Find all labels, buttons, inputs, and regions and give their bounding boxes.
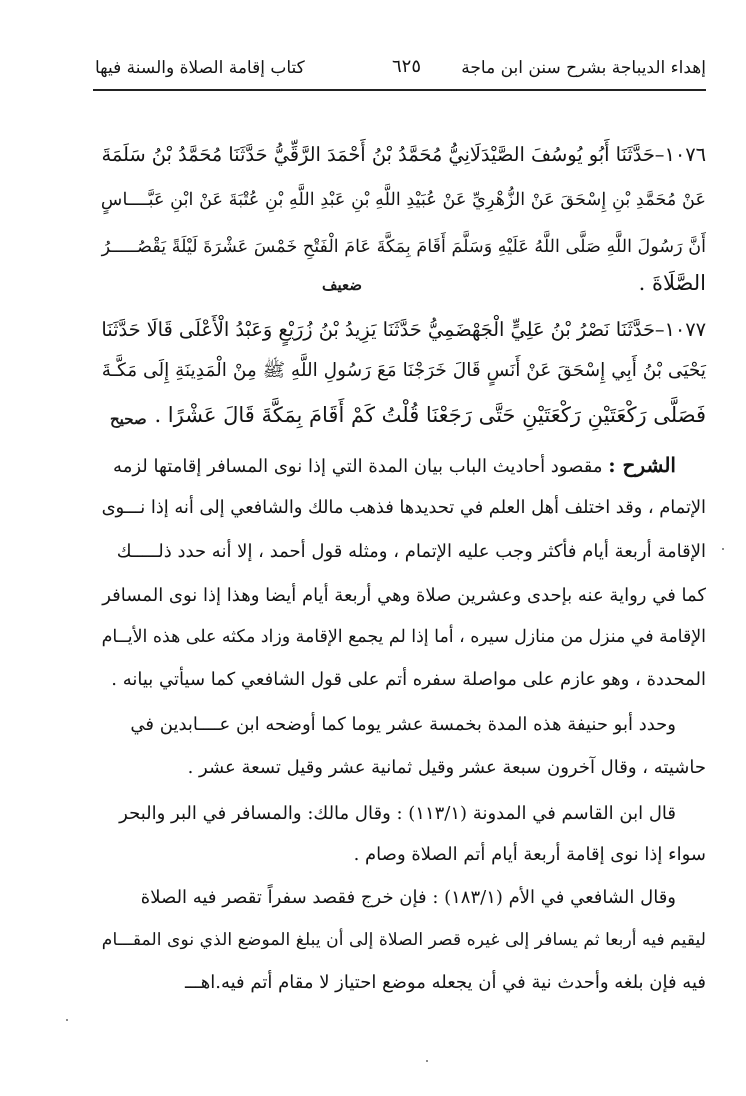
commentary-line-8: حاشيته ، وقال آخرون سبعة عشر وقيل ثمانية عشر وقيل تسعة عشر . [187,757,706,778]
scan-speck [722,548,724,550]
commentary-line-11: وقال الشافعي في الأم (١٨٣/١) : فإن خرج فقصد سفراً تقصر فيه الصلاة [140,887,676,908]
hadith-1076-line-1: ١٠٧٦–حَدَّثَنَا أَبُو يُوسُفَ الصَّيْدَلَانِيُّ مُحَمَّدُ بْنُ أَحْمَدَ الرَّقِّيُّ حَدَّثَنَا مُحَمَّدُ بْنُ سَلَمَةَ [101,143,706,166]
commentary-line-7: وحدد أبو حنيفة هذه المدة بخمسة عشر يوما كما أوضحه ابن عــــابدين في [130,714,676,735]
header-divider [93,89,706,91]
hadith-1077-grade: صحيح [110,410,147,428]
hadith-1076-grade: ضعيف [322,276,363,294]
hadith-1077-line-3: فَصَلَّى رَكْعَتَيْنِ رَكْعَتَيْنِ حَتَّى رَجَعْنَا قُلْتُ كَمْ أَقَامَ بِمَكَّةَ قَالَ عَشْرًا . [154,403,706,427]
commentary-line-2: الإتمام ، وقد اختلف أهل العلم في تحديدها فذهب مالك والشافعي إلى أنه إذا نـــوى [101,497,706,518]
hadith-1076-line-2: عَنْ مُحَمَّدِ بْنِ إِسْحَقَ عَنْ الزُّهْرِيِّ عَنْ عُبَيْدِ اللَّهِ بْنِ عَبْدِ اللَّهِ بْنِ عُتْبَةَ عَنْ ابْنِ عَبَّــــاسٍ [100,190,706,210]
commentary-line-13: فيه فإن بلغه وأحدث نية في أن يجعله موضع احتياز لا مقام أتم فيه.اهـــ [184,972,706,993]
commentary-line-6: المحددة ، وهو عازم على مواصلة سفره أتم على قول الشافعي كما سيأتي بيانه . [111,669,706,690]
hadith-1076-line-3: أَنَّ رَسُولَ اللَّهِ صَلَّى اللَّهُ عَلَيْهِ وَسَلَّمَ أَقَامَ بِمَكَّةَ عَامَ الْفَتْحِ خَمْسَ عَشْرَةَ لَيْلَةً يَقْصُـــــرُ [101,237,706,257]
commentary-line-3: الإقامة أربعة أيام فأكثر وجب عليه الإتمام ، ومثله قول أحمد ، إلا أنه حدد ذلـــــك [116,541,706,562]
commentary-line-4: كما في رواية عنه بإحدى وعشرين صلاة وهي أربعة أيام أيضا وهذا إذا نوى المسافر [102,585,706,606]
scan-speck [426,1060,428,1062]
commentary-line-1-text: مقصود أحاديث الباب بيان المدة التي إذا نوى المسافر إقامتها لزمه [113,456,603,477]
commentary-line-5: الإقامة في منزل من منازل سيره ، أما إذا لم يجمع الإقامة وزاد مكثه على هذه الأيــام [101,627,706,647]
hadith-1076-line-4: الصَّلَاةَ . [638,271,706,295]
commentary-line-12: ليقيم فيه أربعا ثم يسافر إلى غيره قصر الصلاة إلى أن يبلغ الموضع الذي نوى المقـــام [101,930,706,950]
chapter-title: كتاب إقامة الصلاة والسنة فيها [95,58,305,78]
hadith-1077-line-2: يَحْيَى بْنُ أَبِي إِسْحَقَ عَنْ أَنَسٍ قَالَ خَرَجْنَا مَعَ رَسُولِ اللَّهِ ﷺ مِنْ الْمَدِينَةِ إِلَى مَكَّـةَ [101,360,706,381]
commentary-line-10: سواء إذا نوى إقامة أربعة أيام أتم الصلاة وصام . [353,844,706,865]
book-title: إهداء الديباجة بشرح سنن ابن ماجة [461,58,706,78]
scan-speck [66,1019,68,1021]
hadith-1077-line-1: ١٠٧٧–حَدَّثَنَا نَصْرُ بْنُ عَلِيٍّ الْجَهْضَمِيُّ حَدَّثَنَا يَزِيدُ بْنُ زُرَيْعٍ وَعَبْدُ الْأَعْلَى قَالَا حَدَّثَنَا [101,318,706,341]
commentary-line-1 [95,453,676,478]
running-header [95,50,706,84]
page-number: ٦٢٥ [391,56,421,77]
commentary-line-9: قال ابن القاسم في المدونة (١١٣/١) : وقال مالك: والمسافر في البر والبحر [119,803,676,824]
commentary-heading: الشرح : [608,453,676,477]
